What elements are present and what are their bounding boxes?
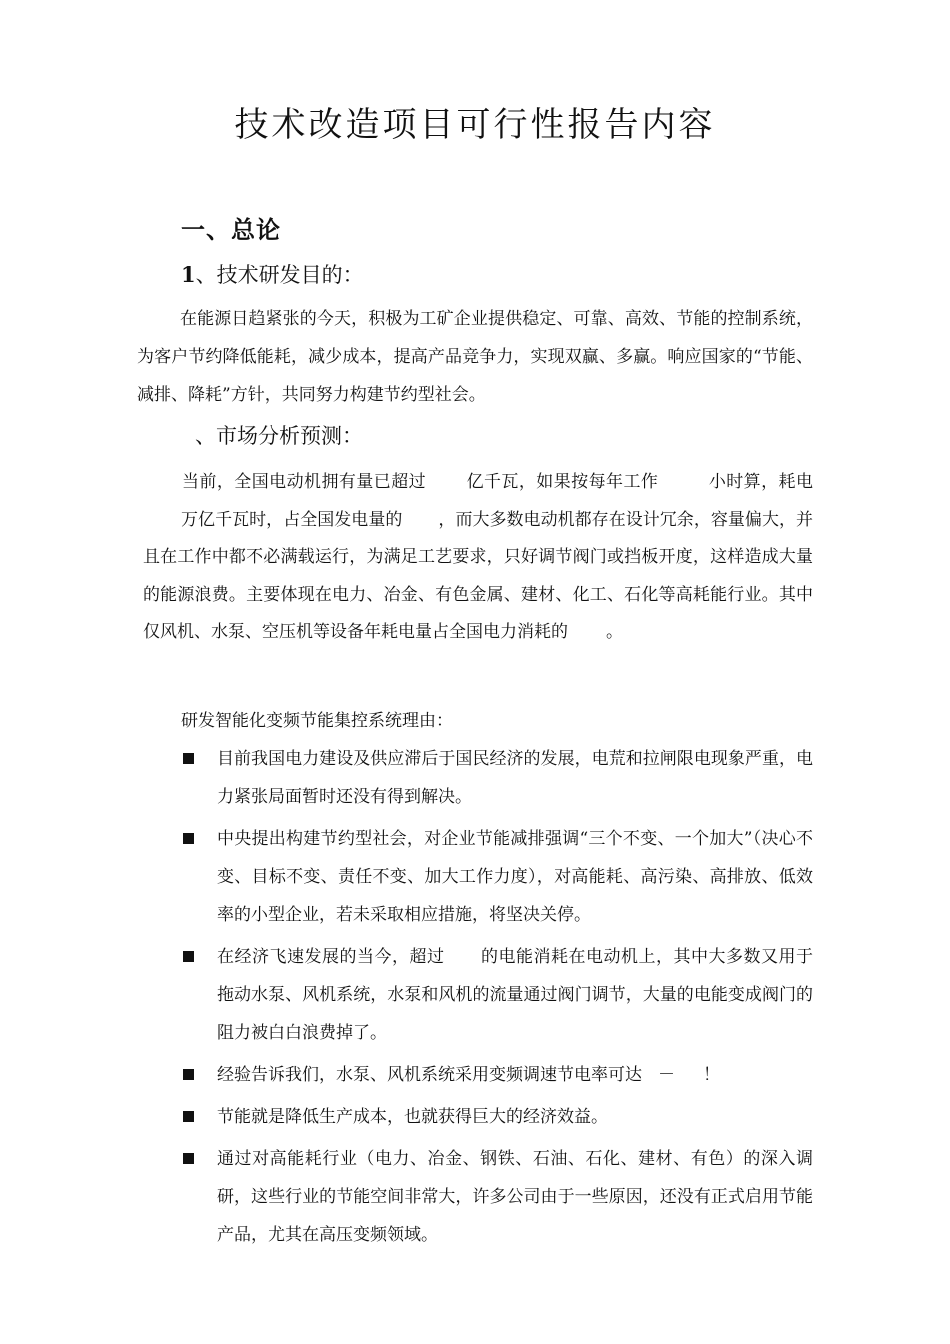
rd-purpose-paragraph: 在能源日趋紧张的今天，积极为工矿企业提供稳定、可靠、高效、节能的控制系统，为客户节约降低能耗，减少成本，提高产品竞争力，实现双赢、多赢。响应国家的“节能、减排、降耗”方针，共同努力构建节约型社会。 [137, 309, 813, 405]
reasons-list [181, 740, 813, 1258]
list-item [181, 820, 813, 934]
subsection-heading-rd-purpose [181, 258, 364, 292]
market-text-6: 。 [606, 622, 623, 643]
square-bullet-icon [183, 1111, 194, 1122]
list-item-text-b: 的电能消耗在电动机上，其中大多数又用于拖动水泵、风机系统，水泵和风机的流量通过阀门调节，大量的电能变成阀门的阻力被白白浪费掉了。 [217, 947, 813, 1043]
market-text-4: 万亿千瓦时，占全国发电量的 [181, 509, 403, 530]
square-bullet-icon [183, 753, 194, 764]
square-bullet-icon [183, 951, 194, 962]
list-item [181, 1056, 813, 1094]
square-bullet-icon [183, 1153, 194, 1164]
list-item-text-a: 在经济飞速发展的当今，超过 [217, 947, 445, 967]
square-bullet-icon [183, 833, 194, 844]
square-bullet-icon [183, 1069, 194, 1080]
list-item-text [217, 1065, 720, 1085]
market-analysis-paragraph [143, 464, 813, 652]
list-item-text: 目前我国电力建设及供应滞后于国民经济的发展，电荒和拉闸限电现象严重，电力紧张局面暂时还没有得到解决。 [217, 749, 813, 807]
document-title: 技术改造项目可行性报告内容 [234, 105, 716, 145]
list-item-text: 通过对高能耗行业（电力、冶金、钢铁、石油、石化、建材、有色）的深入调研，这些行业的节能空间非常大，许多公司由于一些原因，还没有正式启用节能产品，尤其在高压变频领域。 [217, 1149, 813, 1245]
list-item-text-c: ！ [703, 1065, 720, 1085]
subsection-title: 、技术研发目的： [195, 263, 364, 287]
list-item-text-a: 经验告诉我们，水泵、风机系统采用变频调速节电率可达 [217, 1065, 642, 1085]
list-item [181, 1098, 813, 1136]
market-text-1: 当前，全国电动机拥有量已超过 [182, 472, 427, 492]
list-item [181, 1140, 813, 1254]
list-item-text [217, 947, 813, 1043]
list-item [181, 938, 813, 1052]
subsection-number: 1 [181, 262, 196, 287]
list-item-text: 节能就是降低生产成本，也就获得巨大的经济效益。 [217, 1107, 608, 1127]
list-item-text: 中央提出构建节约型社会，对企业节能减排强调“三个不变、一个加大”（决心不变、目标不变、责任不变、加大工作力度），对高能耗、高污染、高排放、低效率的小型企业，若未采取相应措施，将坚决关停。 [217, 829, 813, 925]
list-item [181, 740, 813, 816]
reasons-intro: 研发智能化变频节能集控系统理由： [181, 711, 453, 731]
section-heading-overview: 一、总论 [181, 216, 281, 244]
list-item-text-dash: － [658, 1065, 675, 1085]
market-text-5: ，而大多数电动机都存在设计冗余，容量偏大，并且在工作中都不必满载运行，为满足工艺要求，只好调节阀门或挡板开度，这样造成大量的能源浪费。主要体现在电力、冶金、有色金属、建材、化工、石化等高耗能行业。其中仅风机、水泵、空压机等设备年耗电量占全国电力消耗的 [143, 509, 814, 643]
market-text-3: 小时算，耗电 [708, 472, 813, 492]
subsection-heading-market-analysis: 、市场分析预测： [195, 424, 363, 448]
market-text-2: 亿千瓦，如果按每年工作 [466, 472, 659, 492]
